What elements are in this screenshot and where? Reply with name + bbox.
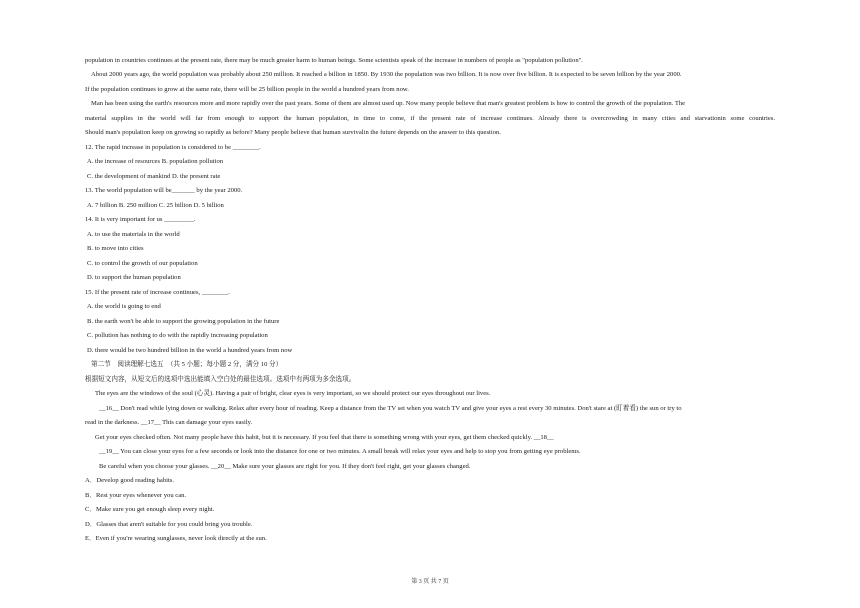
page-number: 第 3 页 共 7 页 xyxy=(411,579,449,585)
passage-line: __16__ Don't read while lying down or walking. Relax after every hour of reading. Keep a distance from the TV set when you watch TV and give your eyes a rest every 30 minutes. Don't stare at (盯着看) the sun or try to xyxy=(99,405,682,412)
question-option: A. the world is going to end xyxy=(87,303,161,310)
passage-line: Be careful when you choose your glasses. __20__ Make sure your glasses are right for you. If they don't feel right, get your glasses changed. xyxy=(99,463,471,470)
passage-line: Should man's population keep on growing so rapidly as before? Many people believe that human survivalin the future depends on the answer to this question. xyxy=(85,129,501,136)
answer-option: A．Develop good reading habits. xyxy=(85,477,174,484)
question-option: A. to use the materials in the world xyxy=(87,231,180,238)
question-option: A. 7 billion B. 250 million C. 25 billion D. 5 billion xyxy=(87,202,224,209)
question-stem: 12. The rapid increase in population is considered to be ________. xyxy=(85,144,261,151)
answer-option: B．Rest your eyes whenever you can. xyxy=(85,492,187,499)
answer-option: E．Even if you're wearing sunglasses, never look directly at the sun. xyxy=(85,535,267,542)
question-option: B. to move into cities xyxy=(87,245,144,252)
passage-line: read in the darkness. __17__ This can damage your eyes easily. xyxy=(85,419,253,426)
question-option: D. to support the human population xyxy=(87,274,181,281)
answer-option: C．Make sure you get enough sleep every night. xyxy=(85,506,215,513)
passage-line: Get your eyes checked often. Not many people have this habit, but it is necessary. If you feel that there is something wrong with your eyes, get them checked quickly. __18__ xyxy=(95,434,554,441)
answer-option: D．Glasses that aren't suitable for you could bring you trouble. xyxy=(85,521,253,528)
passage-line: material supplies in the world will far from enough to support the human population, in time to come, if the present rate of increase continues. Already there is overcrowding in many cities and starvationin some countries. xyxy=(85,115,775,122)
section-heading: 第二节 阅读理解七选五 （共 5 小题；每小题 2 分，满分 10 分） xyxy=(91,361,283,368)
question-option: D. there would be two hundred billion in the world a hundred years from now xyxy=(87,347,293,354)
section-instruction: 根据短文内容，从短文后的选项中选出能填入空白处的最佳选项。选项中有两项为多余选项。 xyxy=(85,376,356,383)
passage-line: If the population continues to grow at the same rate, there will be 25 billion people in the world a hundred years from now. xyxy=(85,86,409,93)
passage-line: Man has been using the earth's resources more and more rapidly over the past years. Some of them are almost used up. Now many people believe that man's greatest problem is how to control the growth of the population. The xyxy=(91,100,686,107)
passage-line: The eyes are the windows of the soul (心灵). Having a pair of bright, clear eyes is very important, so we should protect our eyes throughout our lives. xyxy=(95,390,491,397)
question-option: C. to control the growth of our population xyxy=(87,260,198,267)
question-option: B. the earth won't be able to support the growing population in the future xyxy=(87,318,280,325)
passage-line: __19__ You can close your eyes for a few seconds or look into the distance for one or two minutes. A small break will relax your eyes and help to stop you from getting eye problems. xyxy=(99,448,581,455)
passage-line: About 2000 years ago, the world population was probably about 250 million. It reached a billion in 1850. By 1930 the population was two billion. It is now over five billion. It is expected to be seven billion by the year 2000. xyxy=(91,71,682,78)
passage-line: population in countries continues at the present rate, there may be much greater harm to human beings. Some scientists speak of the increase in numbers of people as "population pollution". xyxy=(85,57,583,64)
question-stem: 14. It is very important for us _________. xyxy=(85,216,196,223)
question-stem: 15. If the present rate of increase continues, ________. xyxy=(85,289,230,296)
question-option: A. the increase of resources B. population pollution xyxy=(87,158,224,165)
question-option: C. pollution has nothing to do with the rapidly increasing population xyxy=(87,332,268,339)
question-stem: 13. The world population will be_______ by the year 2000. xyxy=(85,187,243,194)
question-option: C. the development of mankind D. the present rate xyxy=(87,173,221,180)
